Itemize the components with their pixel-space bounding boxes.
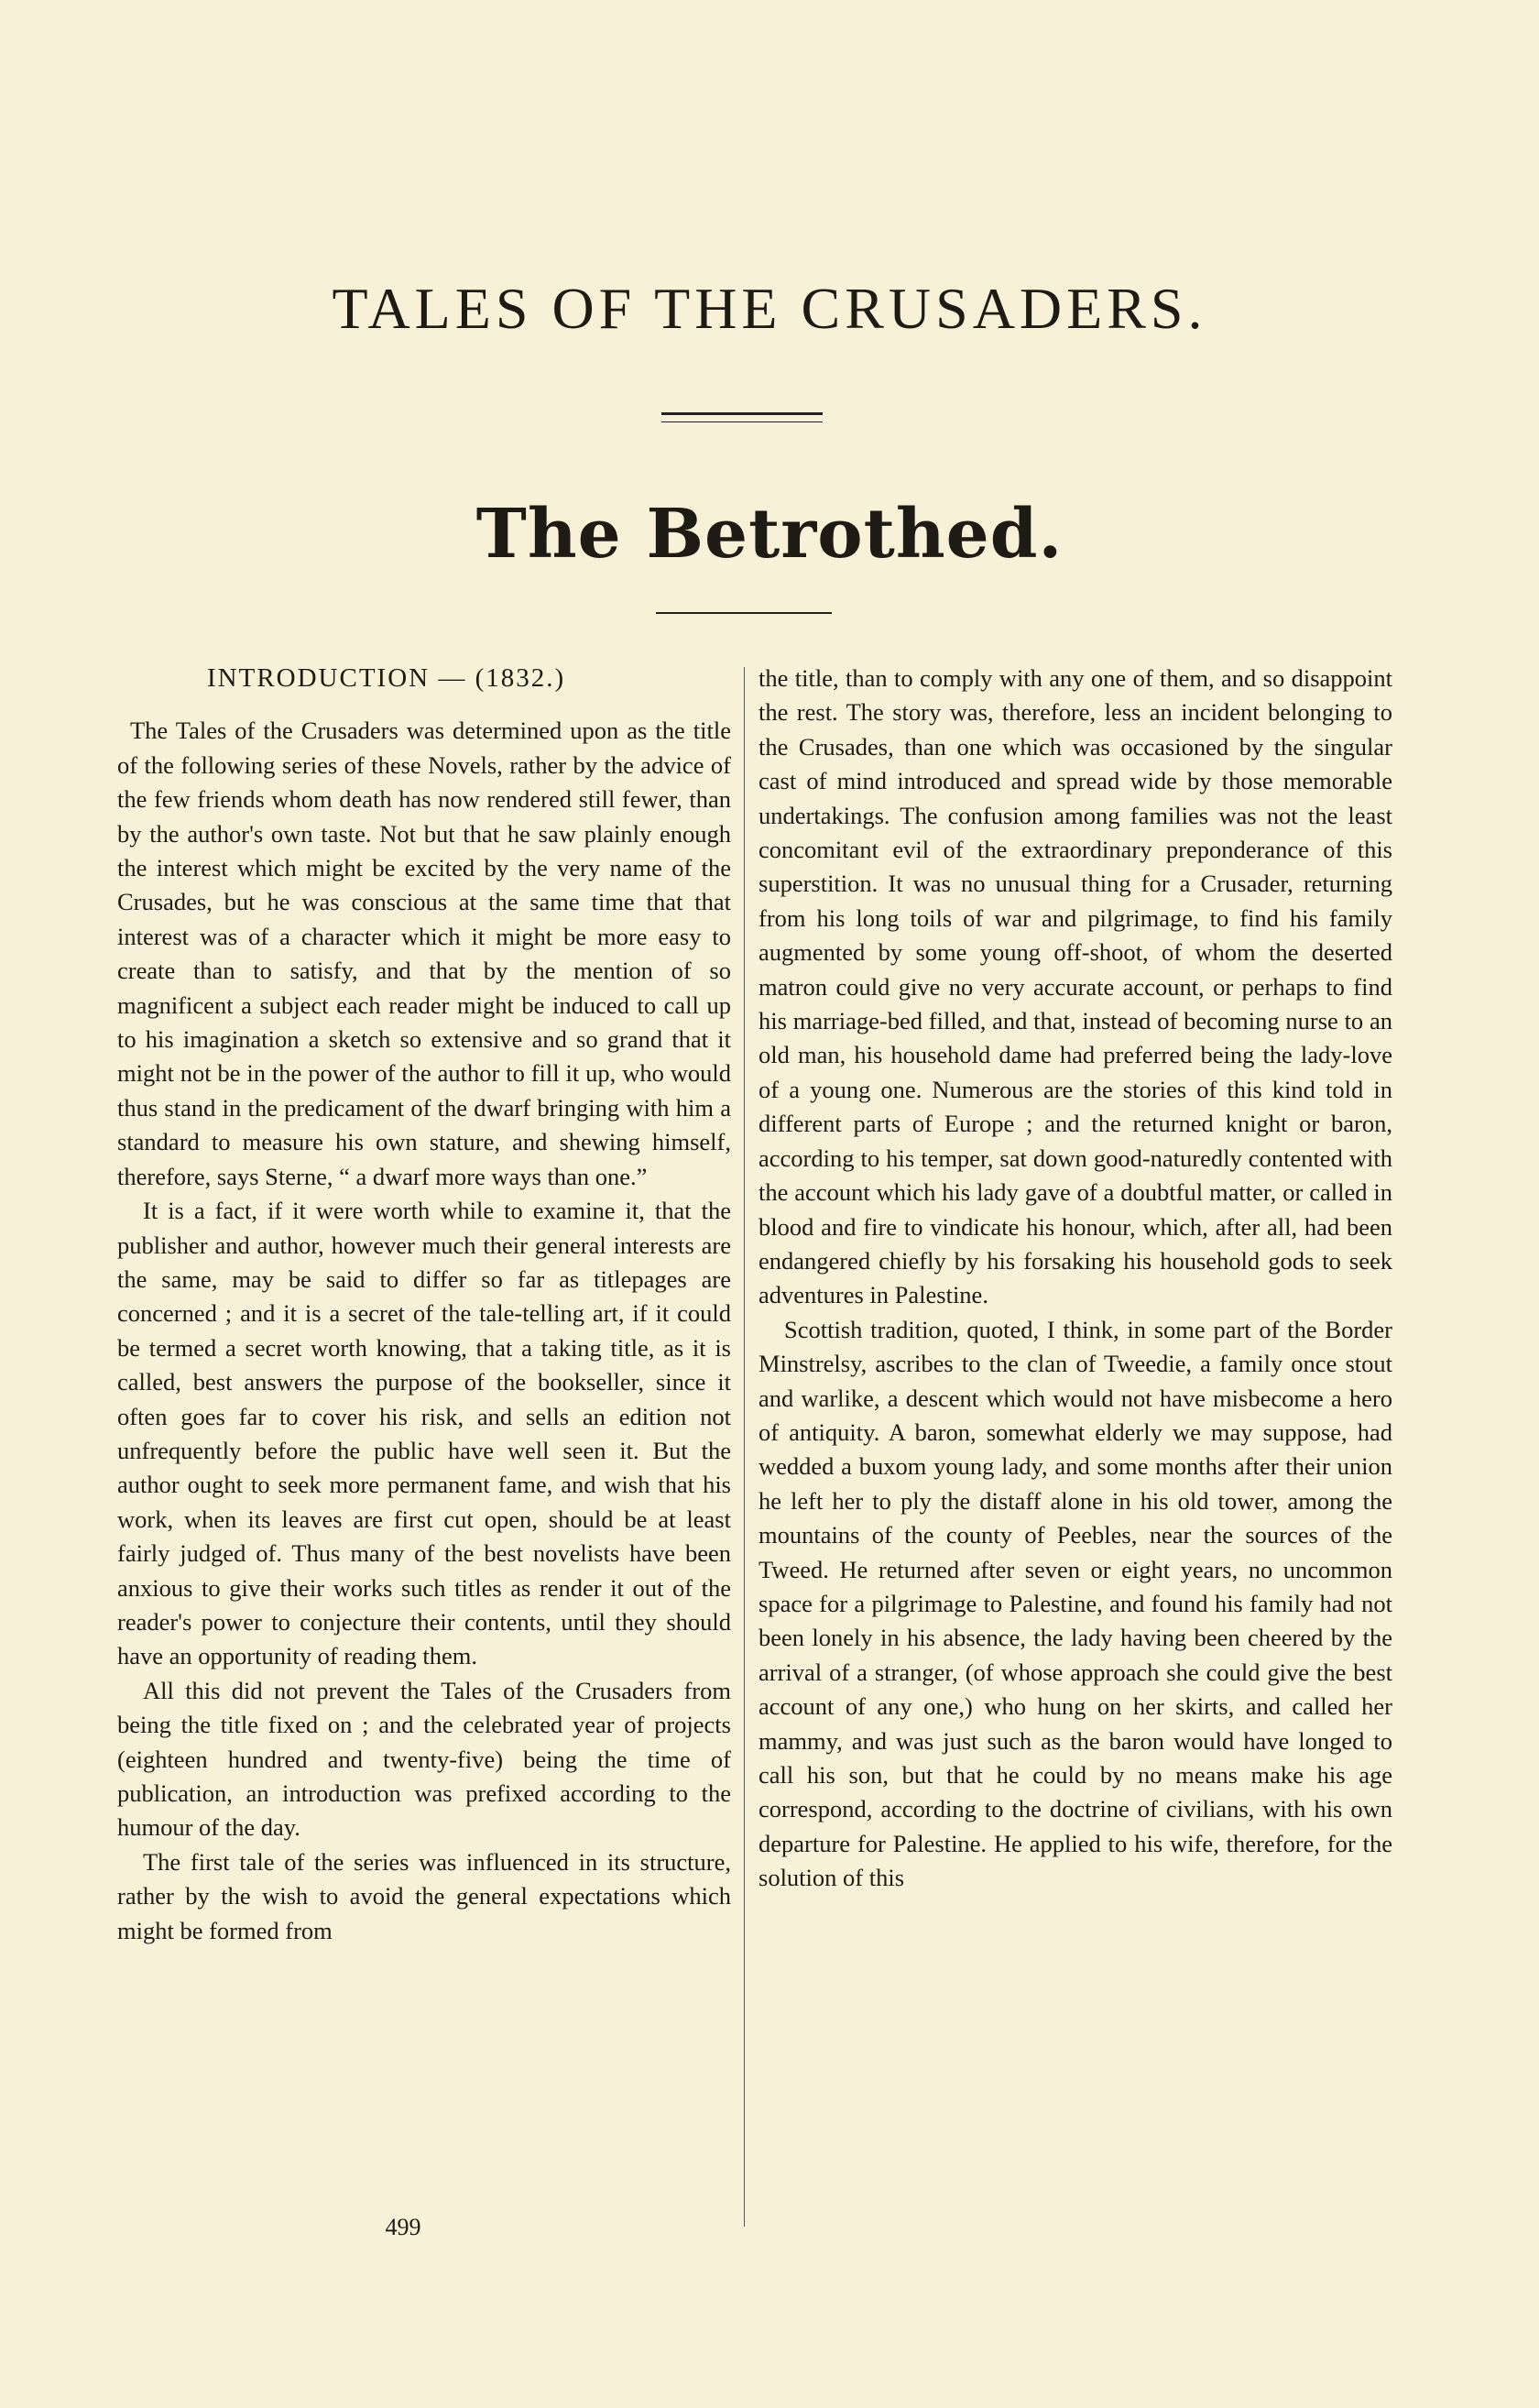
page-title: TALES OF THE CRUSADERS. xyxy=(332,276,1207,341)
story-title: The Betrothed. xyxy=(475,495,1064,574)
title-double-rule xyxy=(661,412,823,422)
right-column xyxy=(759,662,1392,1896)
paragraph: The first tale of the series was influenced in its structure, rather by the wish to avoid the general expectations which might be formed from xyxy=(117,1847,731,1944)
paragraph: the title, than to comply with any one of them, and so disappoint the rest. The story was, therefore, less an incident belonging to the Crusades, than one which was occasioned by the singular cast of mind introduced and spread wide by those memorable undertakings. The confusion among families was not the least concomitant evil of the extraordinary preponderance of this superstition. It was no unusual thing for a Crusader, returning from his long toils of war and pilgrimage, to find his family augmented by some young off-shoot, of whom the deserted matron could give no very accurate account, or perhaps to find his marriage-bed filled, and that, instead of becoming nurse to an old man, his household dame had preferred being the lady-love of a young one. Numerous are the stories of this kind told in different parts of Europe ; and the returned knight or baron, according to his temper, sat down good-naturedly contented with the account which his lady gave of a doubtful matter, or called in blood and fire to vindicate his honour, which, after all, had been endangered chiefly by his forsaking his household gods to seek adventures in Palestine. xyxy=(759,664,1392,1309)
paragraph: The Tales of the Crusaders was determined upon as the title of the following series of these Novels, rather by the advice of the few friends whom death has now rendered still fewer, than by the author's own taste. Not but that he saw plainly enough the interest which might be excited by the very name of the Crusades, but he was conscious at the same time that that interest was of a character which it might be more easy to create than to satisfy, and that by the mention of so magnificent a subject each reader might be induced to call up to his imagination a sketch so extensive and so grand that it might not be in the power of the author to fill it up, who would thus stand in the predicament of the dwarf bringing with him a standard to measure his own stature, and shewing himself, therefore, says Sterne, “ a dwarf more ways than one.” xyxy=(117,717,731,1190)
paragraph: All this did not prevent the Tales of the Crusaders from being the title fixed on ; and the celebrated year of projects (eighteen hundred and twenty-five) being the time of publication, an introduction was prefixed according to the humour of the day. xyxy=(117,1676,731,1842)
left-column xyxy=(117,662,731,1948)
column-divider xyxy=(744,667,745,2227)
story-title-rule xyxy=(656,612,832,614)
paragraph: It is a fact, if it were worth while to examine it, that the publisher and author, however much their general interests are the same, may be said to differ so far as titlepages are concerned ; and it is a secret of the tale-telling art, if it could be termed a secret worth knowing, that a taking title, as it is called, best answers the purpose of the bookseller, since it often goes far to cover his risk, and sells an edition not unfrequently before the public have well seen it. But the author ought to seek more permanent fame, and wish that his work, when its leaves are first cut open, should be at least fairly judged of. Thus many of the best novelists have been anxious to give their works such titles as render it out of the reader's power to conjecture their contents, until they should have an opportunity of reading them. xyxy=(117,1197,731,1670)
introduction-heading: INTRODUCTION — (1832.) xyxy=(207,663,566,693)
paragraph: Scottish tradition, quoted, I think, in some part of the Border Minstrelsy, ascribes to the clan of Tweedie, a family once stout and warlike, a descent which would not have misbecome a hero of antiquity. A baron, somewhat elderly we may suppose, had wedded a buxom young lady, and some months after their union he left her to ply the distaff alone in his old tower, among the mountains of the county of Peebles, near the sources of the Tweed. He returned after seven or eight years, no uncommon space for a pilgrimage to Palestine, and found his family had not been lonely in his absence, the lady having been cheered by the arrival of a stranger, (of whose approach she could give the best account of any one,) who hung on her skirts, and called her mammy, and was just such as the baron would have longed to call his son, but that he could by no means make his age correspond, according to the doctrine of civilians, with his own departure for Palestine. He applied to his wife, therefore, for the solution of this xyxy=(759,1315,1392,1892)
page-number: 499 xyxy=(385,2214,421,2240)
